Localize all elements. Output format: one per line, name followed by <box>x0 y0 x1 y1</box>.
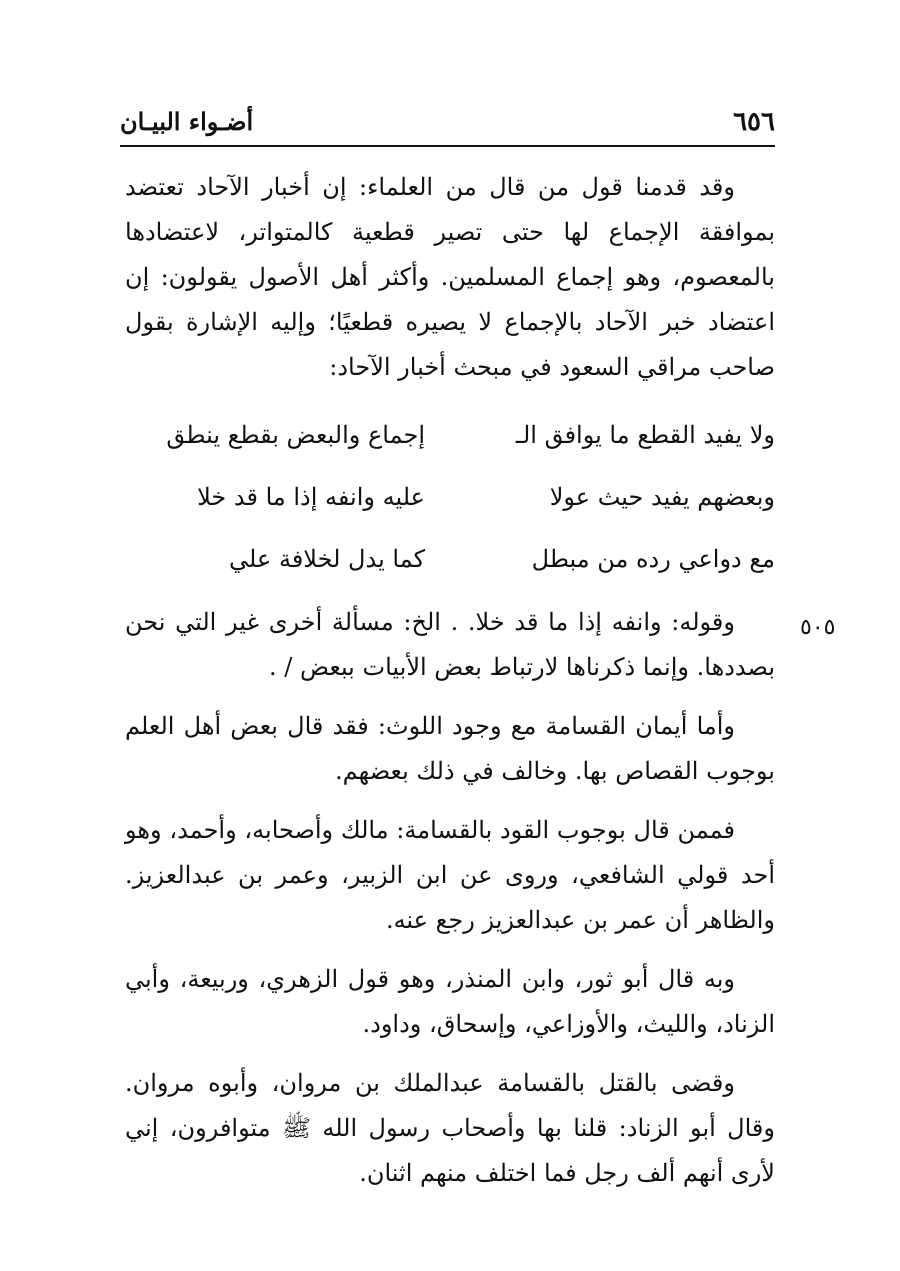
verse-second-hemistich: عليه وانفه إذا ما قد خلا <box>197 482 425 511</box>
paragraph: وبه قال أبو ثور، وابن المنذر، وهو قول الزهري، وربيعة، وأبي الزناد، والليث، والأوزاعي، وإسحاق، وداود. <box>125 965 775 1038</box>
paragraph: وأما أيمان القسامة مع وجود اللوث: فقد قال بعض أهل العلم بوجوب القصاص بها. وخالف في ذلك بعضهم. <box>125 712 775 785</box>
paragraph: فممن قال بوجوب القود بالقسامة: مالك وأصحابه، وأحمد، وهو أحد قولي الشافعي، وروى عن ابن الزبير، وعمر بن عبدالعزيز. والظاهر أن عمر بن عبدالعزيز رجع عنه. <box>125 816 775 934</box>
verse-first-hemistich: ولا يفيد القطع ما يوافق الـ <box>515 420 775 449</box>
poem <box>125 404 775 590</box>
paragraph: وقوله: وانفه إذا ما قد خلا. . الخ: مسألة أخرى غير التي نحن بصددها. وإنما ذكرناها لارتباط بعض الأبيات ببعض / . <box>125 608 775 681</box>
page-body <box>125 165 775 1210</box>
poem-verse <box>125 404 775 466</box>
page-number: ٦٥٦ <box>733 107 775 137</box>
paragraph: وقد قدمنا قول من قال من العلماء: إن أخبار الآحاد تعتضد بموافقة الإجماع لها حتى تصير قطعية كالمتواتر، لاعتضادها بالمعصوم، وهو إجماع المسلمين. وأكثر أهل الأصول يقولون: إن اعتضاد خبر الآحاد بالإجماع لا يصيره قطعيًا؛ وإليه الإشارة بقول صاحب مراقي السعود في مبحث أخبار الآحاد: <box>125 173 775 381</box>
verse-second-hemistich: إجماع والبعض بقطع ينطق <box>166 420 425 449</box>
header-divider <box>120 145 775 147</box>
verse-first-hemistich: وبعضهم يفيد حيث عولا <box>549 482 775 511</box>
running-title: أضـواء البيـان <box>120 107 254 136</box>
page-header <box>120 104 775 144</box>
paragraph: وقضى بالقتل بالقسامة عبدالملك بن مروان، وأبوه مروان. وقال أبو الزناد: قلنا بها وأصحاب رسول الله ﷺ متوافرون، إني لأرى أنهم ألف رجل فما اختلف منهم اثنان. <box>125 1069 775 1187</box>
poem-verse <box>125 466 775 528</box>
margin-page-reference: ٥٠٥ <box>800 615 836 640</box>
verse-second-hemistich: كما يدل لخلافة علي <box>229 544 425 573</box>
verse-first-hemistich: مع دواعي رده من مبطل <box>531 544 775 573</box>
poem-verse <box>125 528 775 590</box>
